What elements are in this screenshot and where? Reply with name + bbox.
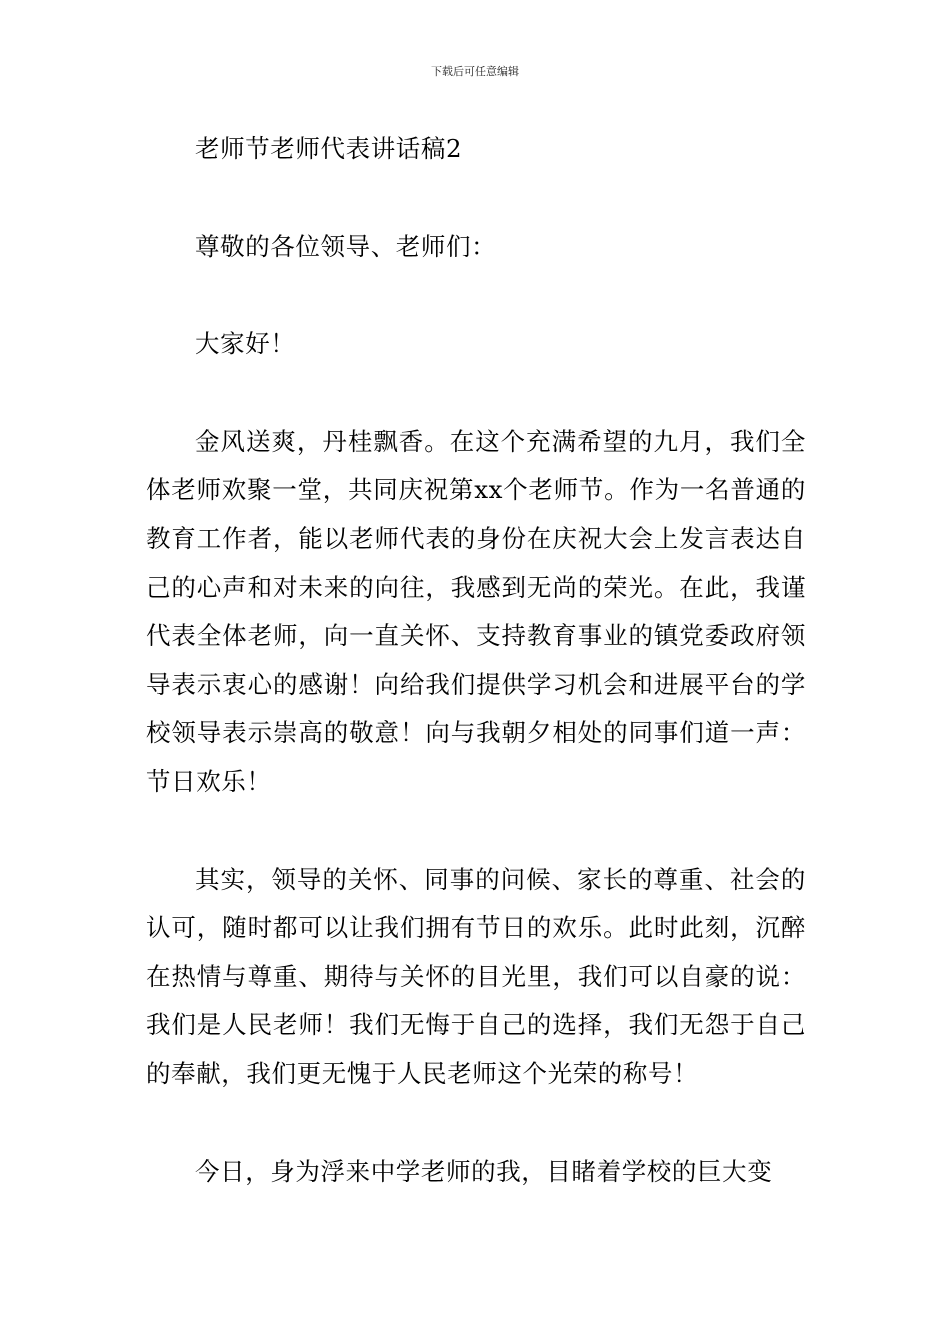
body-paragraph: 今日，身为浮来中学老师的我，目睹着学校的巨大变 (195, 1156, 773, 1186)
body-paragraph: 金风送爽，丹桂飘香。在这个充满希望的九月，我们全体老师欢聚一堂，共同庆祝第xx个老师节。作为一名普通的教育工作者，能以老师代表的身份在庆祝大会上发言表达自己的心声和对未来的向往，我感到无尚的荣光。在此，我谨代表全体老师，向一直关怀、支持教育事业的镇党委政府领导表示衷心的感谢！向给我们提供学习机会和进展平台的学校领导表示崇高的敬意！向与我朝夕相处的同事们道一声：节日欢乐！ (146, 426, 806, 796)
greeting: 大家好！ (195, 329, 296, 359)
document-body (146, 125, 806, 1245)
salutation: 尊敬的各位领导、老师们： (195, 231, 497, 261)
page-header-note: 下载后可任意编辑 (431, 65, 519, 78)
body-paragraph: 其实，领导的关怀、同事的问候、家长的尊重、社会的认可，随时都可以让我们拥有节日的欢乐。此时此刻，沉醉在热情与尊重、期待与关怀的目光里，我们可以自豪的说：我们是人民老师！我们无悔于自己的选择，我们无怨于自己的奉献，我们更无愧于人民老师这个光荣的称号！ (146, 864, 806, 1088)
document-title: 老师节老师代表讲话稿2 (195, 134, 463, 163)
